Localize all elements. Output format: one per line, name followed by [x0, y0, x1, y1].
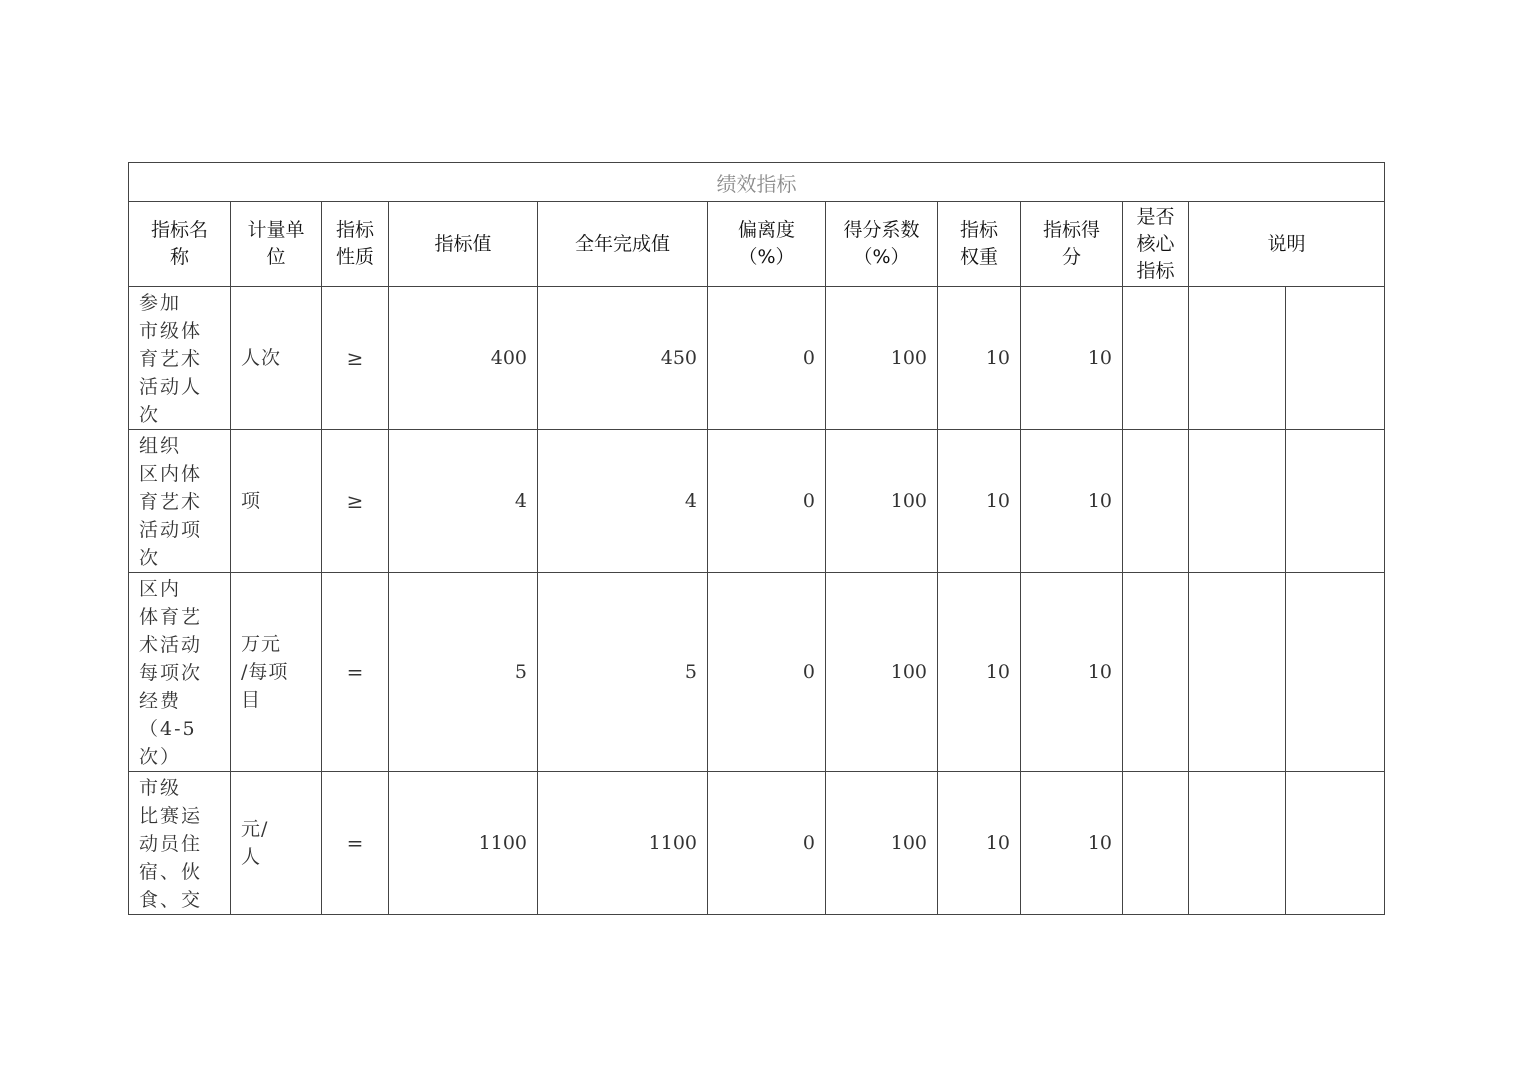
coefficient-value: 100: [826, 430, 938, 573]
note-cell: [1189, 573, 1286, 772]
deviation-value: 0: [708, 430, 826, 573]
note-extra-cell: [1286, 287, 1385, 430]
score-value: 10: [1021, 287, 1123, 430]
table-title: 绩效指标: [129, 163, 1385, 202]
nature-cell: ≥: [322, 287, 389, 430]
indicator-value: 400: [389, 287, 538, 430]
header-note: 说明: [1189, 202, 1385, 287]
indicator-name: 市级 比赛运 动员住 宿、伙 食、交: [129, 772, 231, 915]
indicator-name: 区内 体育艺 术活动 每项次 经费 （4-5 次）: [129, 573, 231, 772]
table-title-row: [129, 163, 1385, 202]
indicator-name: 组织 区内体 育艺术 活动项 次: [129, 430, 231, 573]
indicator-value: 5: [389, 573, 538, 772]
header-deviation: 偏离度（%）: [708, 202, 826, 287]
nature-cell: =: [322, 573, 389, 772]
coefficient-value: 100: [826, 573, 938, 772]
note-extra-cell: [1286, 430, 1385, 573]
coefficient-value: 100: [826, 287, 938, 430]
indicator-name: 参加 市级体 育艺术 活动人 次: [129, 287, 231, 430]
core-indicator-cell: [1123, 772, 1189, 915]
weight-value: 10: [938, 772, 1021, 915]
note-cell: [1189, 772, 1286, 915]
weight-value: 10: [938, 430, 1021, 573]
indicator-value: 4: [389, 430, 538, 573]
note-cell: [1189, 430, 1286, 573]
header-nature: 指标性质: [322, 202, 389, 287]
header-annual-completed: 全年完成值: [538, 202, 708, 287]
score-value: 10: [1021, 573, 1123, 772]
table-header-row: [129, 202, 1385, 287]
header-unit: 计量单位: [231, 202, 322, 287]
note-extra-cell: [1286, 772, 1385, 915]
table-row: [129, 287, 1385, 430]
performance-indicator-sheet: [128, 162, 1384, 915]
header-score: 指标得分: [1021, 202, 1123, 287]
deviation-value: 0: [708, 772, 826, 915]
performance-indicator-table: [128, 162, 1385, 915]
weight-value: 10: [938, 573, 1021, 772]
nature-cell: ≥: [322, 430, 389, 573]
header-indicator-value: 指标值: [389, 202, 538, 287]
nature-cell: =: [322, 772, 389, 915]
indicator-value: 1100: [389, 772, 538, 915]
core-indicator-cell: [1123, 573, 1189, 772]
header-core-indicator: 是否核心指标: [1123, 202, 1189, 287]
core-indicator-cell: [1123, 430, 1189, 573]
coefficient-value: 100: [826, 772, 938, 915]
unit-cell: 项: [231, 430, 322, 573]
note-cell: [1189, 287, 1286, 430]
weight-value: 10: [938, 287, 1021, 430]
unit-cell: 万元 /每项 目: [231, 573, 322, 772]
completed-value: 1100: [538, 772, 708, 915]
table-row: [129, 573, 1385, 772]
unit-cell: 元/ 人: [231, 772, 322, 915]
completed-value: 4: [538, 430, 708, 573]
deviation-value: 0: [708, 573, 826, 772]
header-indicator-name: 指标名称: [129, 202, 231, 287]
score-value: 10: [1021, 772, 1123, 915]
note-extra-cell: [1286, 573, 1385, 772]
table-row: [129, 430, 1385, 573]
core-indicator-cell: [1123, 287, 1189, 430]
header-weight: 指标权重: [938, 202, 1021, 287]
unit-cell: 人次: [231, 287, 322, 430]
completed-value: 5: [538, 573, 708, 772]
header-score-coefficient: 得分系数（%）: [826, 202, 938, 287]
score-value: 10: [1021, 430, 1123, 573]
completed-value: 450: [538, 287, 708, 430]
table-row: [129, 772, 1385, 915]
deviation-value: 0: [708, 287, 826, 430]
